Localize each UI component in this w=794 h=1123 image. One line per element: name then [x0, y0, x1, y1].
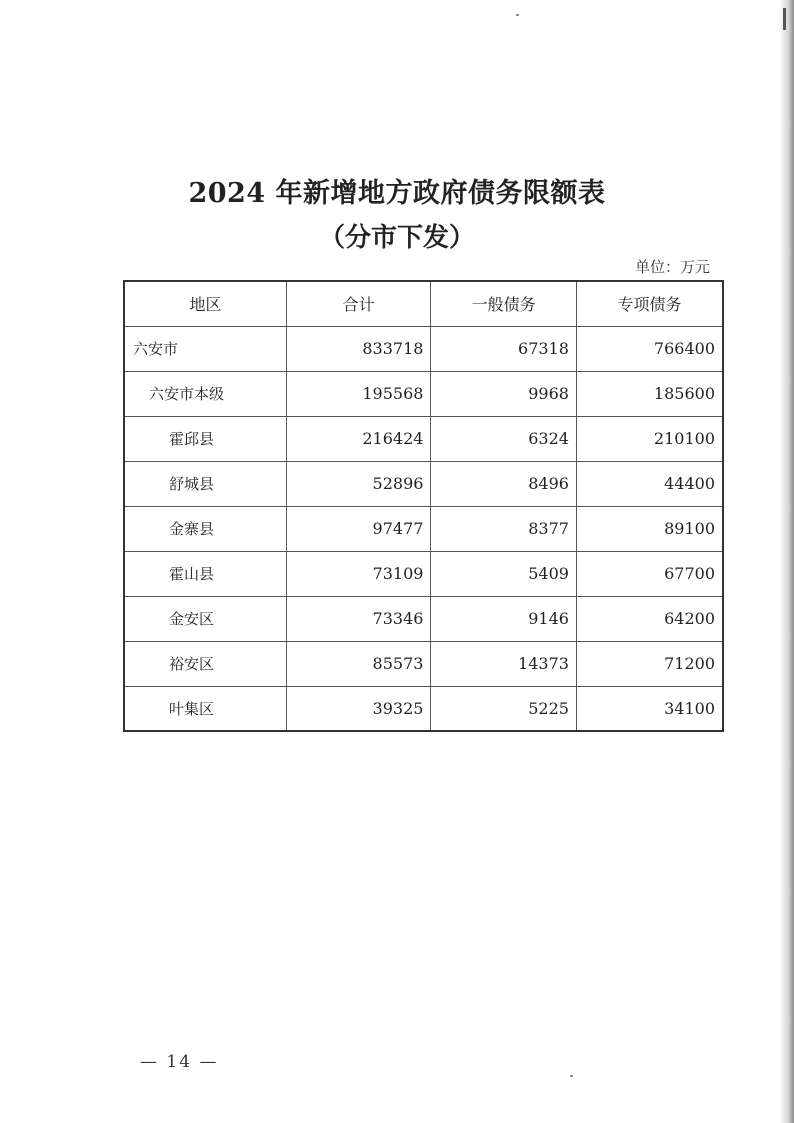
cell-region: 霍山县 [124, 551, 286, 596]
page-subtitle: （分市下发） [318, 223, 475, 253]
cell-general-debt: 14373 [431, 641, 576, 686]
table-row [124, 596, 723, 641]
cell-region: 六安市本级 [124, 371, 286, 416]
cell-general-debt: 5225 [431, 686, 576, 731]
cell-special-debt: 67700 [576, 551, 723, 596]
scan-speck [570, 1075, 573, 1077]
table-row [124, 641, 723, 686]
table-row [124, 686, 723, 731]
header-general-debt: 一般债务 [431, 281, 576, 326]
cell-general-debt: 9146 [431, 596, 576, 641]
table-row [124, 461, 723, 506]
cell-region: 金安区 [124, 596, 286, 641]
page-edge-shadow [780, 0, 794, 1123]
table-row [124, 551, 723, 596]
unit-label: 单位：万元 [634, 258, 710, 276]
cell-general-debt: 8377 [431, 506, 576, 551]
header-total: 合计 [286, 281, 431, 326]
page-number: — 14 — [140, 1052, 219, 1072]
table-row [124, 371, 723, 416]
table-row [124, 506, 723, 551]
cell-general-debt: 5409 [431, 551, 576, 596]
cell-general-debt: 9968 [431, 371, 576, 416]
cell-special-debt: 71200 [576, 641, 723, 686]
page-title: 2024 年新增地方政府债务限额表 [188, 178, 606, 209]
cell-region: 叶集区 [124, 686, 286, 731]
cell-special-debt: 64200 [576, 596, 723, 641]
header-special-debt: 专项债务 [576, 281, 723, 326]
cell-region: 霍邱县 [124, 416, 286, 461]
cell-region: 金寨县 [124, 506, 286, 551]
scan-speck [516, 14, 519, 16]
cell-general-debt: 8496 [431, 461, 576, 506]
table-header-row [124, 281, 723, 326]
cell-special-debt: 34100 [576, 686, 723, 731]
cell-special-debt: 44400 [576, 461, 723, 506]
page-edge-mark [783, 8, 786, 30]
table-row [124, 326, 723, 371]
cell-region: 裕安区 [124, 641, 286, 686]
cell-total: 73109 [286, 551, 431, 596]
cell-special-debt: 766400 [576, 326, 723, 371]
cell-total: 73346 [286, 596, 431, 641]
cell-total: 85573 [286, 641, 431, 686]
cell-total: 97477 [286, 506, 431, 551]
table-row [124, 416, 723, 461]
cell-total: 833718 [286, 326, 431, 371]
cell-special-debt: 185600 [576, 371, 723, 416]
cell-region: 六安市 [124, 326, 286, 371]
cell-region: 舒城县 [124, 461, 286, 506]
debt-limit-table [123, 280, 724, 732]
title-block [0, 174, 794, 258]
cell-general-debt: 67318 [431, 326, 576, 371]
table-body [124, 326, 723, 731]
cell-total: 39325 [286, 686, 431, 731]
header-region: 地区 [124, 281, 286, 326]
cell-total: 52896 [286, 461, 431, 506]
cell-total: 216424 [286, 416, 431, 461]
cell-special-debt: 89100 [576, 506, 723, 551]
cell-general-debt: 6324 [431, 416, 576, 461]
cell-special-debt: 210100 [576, 416, 723, 461]
cell-total: 195568 [286, 371, 431, 416]
